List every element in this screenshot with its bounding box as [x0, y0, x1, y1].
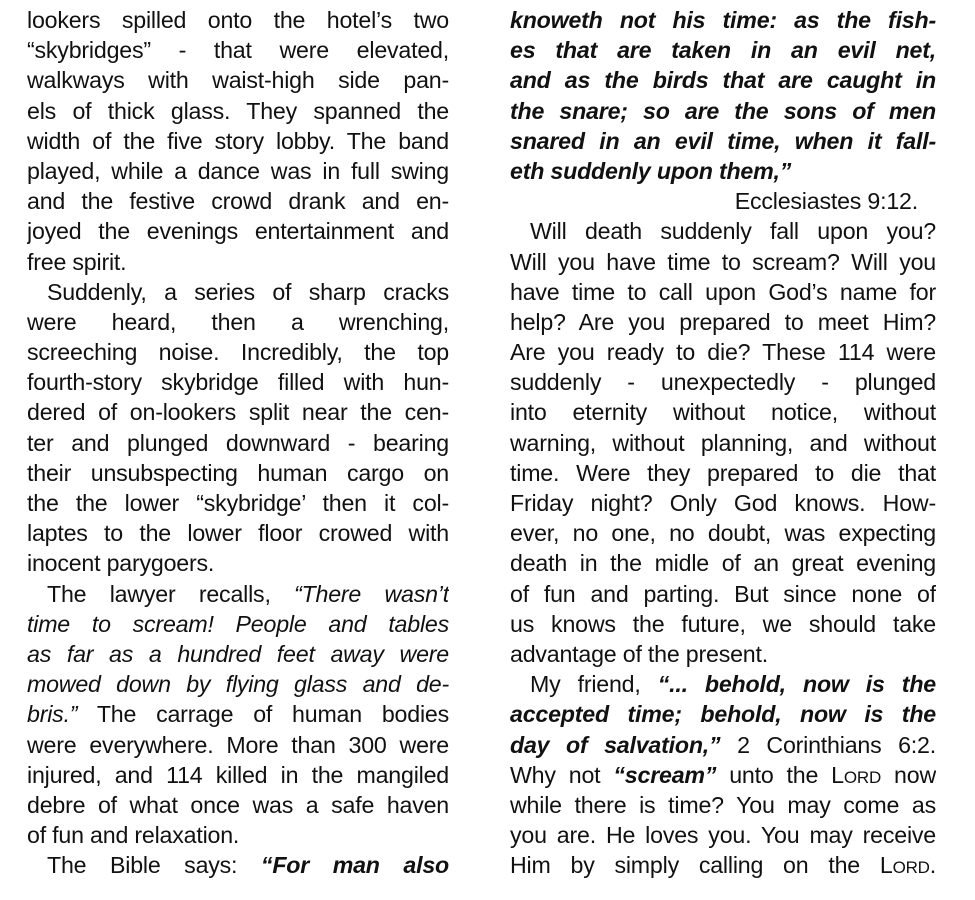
text-line: screeching noise. Incredibly, the top: [27, 339, 449, 366]
text-line: ter and plunged downward - bearing: [27, 429, 449, 456]
text-line: Why not “scream” unto the LORD now: [510, 761, 936, 788]
text-line: have time to call upon God’s name for: [510, 278, 936, 305]
text-line: as far as a hundred feet away were: [27, 640, 449, 667]
text-line: help? Are you prepared to meet Him?: [510, 308, 936, 335]
scripture-quote: “... behold, now is the: [657, 671, 936, 698]
text-line: Friday night? Only God knows. How-: [510, 490, 936, 516]
text-line: ever, no one, no doubt, was expecting: [510, 520, 936, 547]
scripture-line: and as the birds that are caught in: [510, 67, 936, 94]
scripture-line: accepted time; behold, now is the: [510, 701, 936, 728]
text-line: injured, and 114 killed in the mangiled: [27, 761, 449, 788]
text-line: advantage of the present.: [510, 640, 768, 667]
text-line: Will death suddenly fall upon you?: [530, 218, 936, 245]
text-line: time to scream! People and tables: [27, 610, 449, 637]
quote-text: bris.”: [27, 701, 78, 728]
scripture-line: es that are taken in an evil net,: [510, 37, 936, 64]
text-line: Will you have time to scream? Will you: [510, 248, 936, 275]
right-column: [510, 5, 936, 880]
text-line: of fun and parting. But since none of: [510, 580, 936, 607]
scripture-quote: “For man also: [260, 852, 449, 879]
text-line: Suddenly, a series of sharp cracks: [47, 278, 449, 305]
text-line: walkways with waist-high side pan-: [27, 67, 449, 94]
text-line: while there is time? You may come as: [510, 791, 936, 818]
text-line: into eternity without notice, without: [510, 399, 936, 426]
text-line: bris.” The carrage of human bodies: [27, 701, 449, 728]
text-line: played, while a dance was in full swing: [27, 157, 449, 184]
text-line: were heard, then a wrenching,: [27, 308, 449, 335]
text-line: “skybridges” - that were elevated,: [27, 37, 449, 64]
scripture-line: eth suddenly upon them,”: [510, 157, 792, 184]
scripture-line: snared in an evil time, when it fall-: [510, 127, 936, 154]
scripture-line: the snare; so are the sons of men: [510, 97, 936, 124]
scripture-quote: day of salvation,”: [510, 731, 721, 758]
text-line: time. Were they prepared to die that: [510, 459, 936, 486]
text-line: the the lower “skybridge’ then it col-: [27, 490, 449, 516]
text-line: debre of what once was a safe haven: [27, 791, 449, 818]
text-line: you are. He loves you. You may receive: [510, 822, 936, 849]
text-line: The Bible says: “For man also: [47, 852, 449, 879]
text-line: laptes to the lower floor crowed with: [27, 520, 449, 547]
text-line: and the festive crowd drank and en-: [27, 188, 449, 215]
text-line: width of the five story lobby. The band: [27, 127, 449, 154]
text-line: lookers spilled onto the hotel’s two: [27, 7, 449, 33]
text-line: els of thick glass. They spanned the: [27, 97, 449, 124]
text-line: fourth-story skybridge filled with hun-: [27, 369, 449, 396]
scripture-line: knoweth not his time: as the fish-: [510, 7, 936, 33]
text-line: mowed down by flying glass and de-: [27, 671, 449, 698]
text-line: of fun and relaxation.: [27, 822, 240, 849]
text-line: were everywhere. More than 300 were: [27, 731, 449, 758]
text-line: The lawyer recalls, “There wasn’t: [47, 580, 449, 607]
text-line: their unsubspecting human cargo on: [27, 459, 449, 486]
small-caps-text: ORD: [843, 767, 882, 787]
text-line: dered of on-lookers split near the cen-: [27, 399, 449, 426]
left-column: [27, 5, 449, 880]
text-line: joyed the evenings entertainment and: [27, 218, 449, 245]
text-line: Are you ready to die? These 114 were: [510, 339, 936, 366]
text-line: My friend, “... behold, now is the: [530, 671, 936, 698]
text-line: Him by simply calling on the LORD.: [510, 852, 936, 879]
text-line: free spirit.: [27, 248, 127, 275]
scripture-reference: Ecclesiastes 9:12.: [734, 188, 918, 215]
small-caps-text: ORD: [892, 858, 930, 878]
text-line: death in the midle of an great evening: [510, 550, 936, 577]
quote-text: “There wasn’t: [294, 580, 449, 607]
text-line: suddenly - unexpectedly - plunged: [510, 369, 936, 396]
emphasis-scream: “scream”: [613, 761, 717, 788]
text-line: inocent parygoers.: [27, 550, 215, 577]
text-line: us knows the future, we should take: [510, 610, 936, 637]
text-line: day of salvation,” 2 Corinthians 6:2.: [510, 731, 936, 758]
text-line: warning, without planning, and without: [510, 429, 936, 456]
